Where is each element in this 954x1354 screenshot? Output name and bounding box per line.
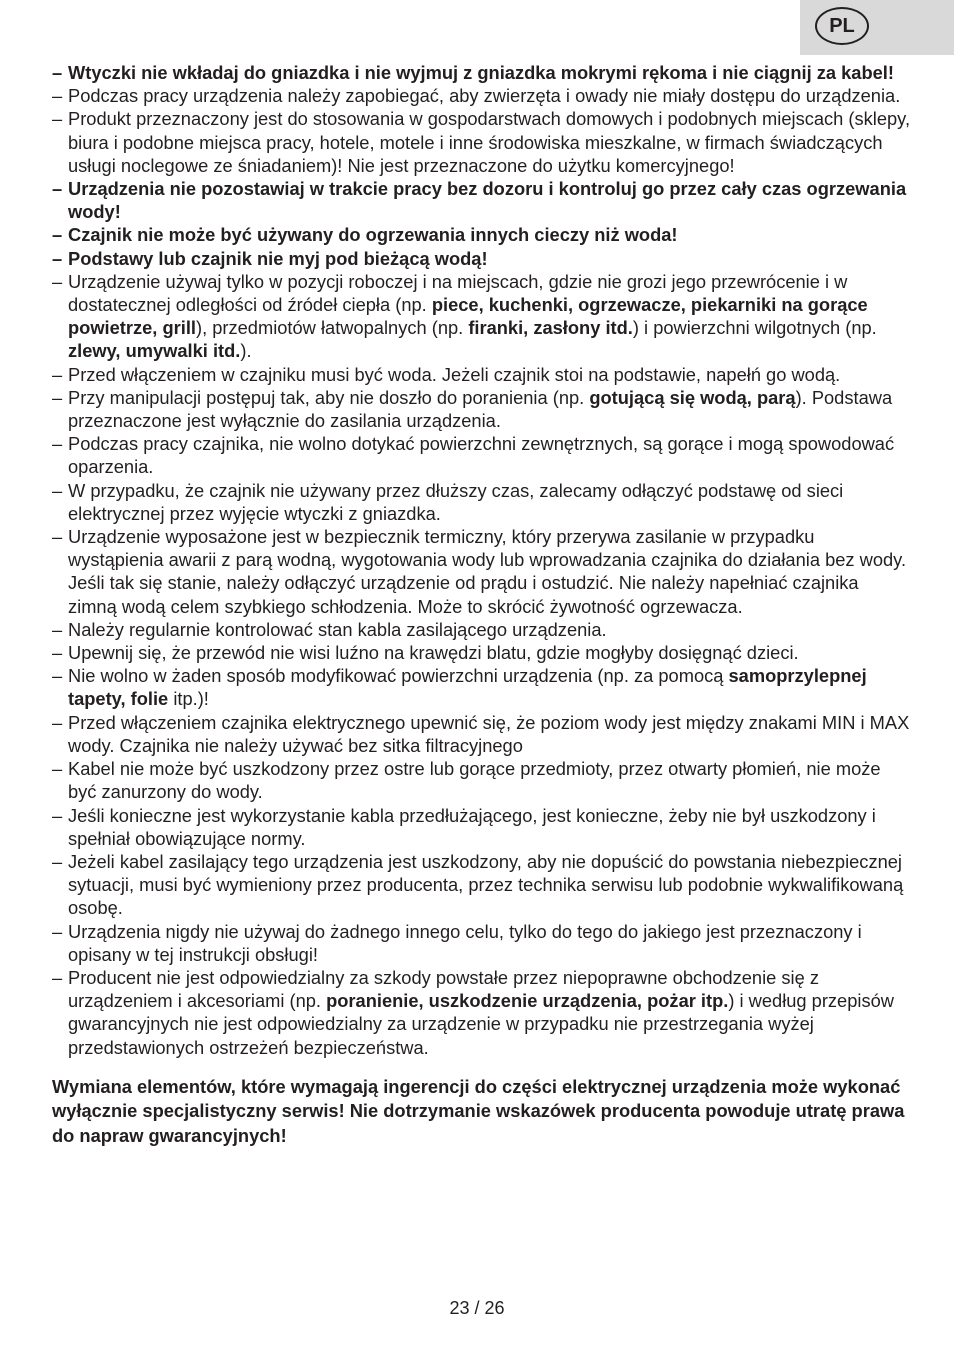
bullet-dash: – bbox=[52, 62, 63, 83]
plain-text: Należy regularnie kontrolować stan kabla zasilającego urządzenia. bbox=[68, 618, 607, 640]
plain-text: Przy manipulacji postępuj tak, aby nie doszło do poranienia (np. bbox=[68, 386, 590, 408]
bullet-dash: – bbox=[52, 247, 63, 269]
bullet-dash: – bbox=[52, 526, 63, 548]
plain-text: Urządzenie używaj tylko w pozycji roboczej i na miejscach, gdzie nie grozi jego przewrócenie i w dostatecznej odległości od źródeł ciepła (np. bbox=[68, 270, 848, 316]
instruction-item bbox=[52, 618, 912, 641]
plain-text: Nie wolno w żaden sposób modyfikować powierzchni urządzenia (np. za pomocą bbox=[68, 665, 729, 687]
page-number: 23 / 26 bbox=[449, 1298, 505, 1318]
plain-text: Przed włączeniem czajnika elektrycznego upewnić się, że poziom wody jest między znakami MIN i MAX wody. Czajnika nie należy używać bez sitka filtracyjnego bbox=[68, 711, 910, 756]
plain-text: Podczas pracy czajnika, nie wolno dotykać powierzchni zewnętrznych, są gorące i mogą spowodować oparzenia. bbox=[68, 433, 895, 478]
bullet-dash: – bbox=[52, 711, 63, 733]
plain-text: Upewnij się, że przewód nie wisi luźno na krawędzi blatu, gdzie mogłyby dosięgnąć dzieci. bbox=[68, 642, 799, 664]
instruction-text bbox=[68, 711, 912, 757]
instruction-item bbox=[52, 61, 912, 84]
instruction-item bbox=[52, 223, 912, 246]
plain-text: Jeśli konieczne jest wykorzystanie kabla przedłużającego, jest konieczne, żeby nie był uszkodzony i spełniał obowiązujące normy. bbox=[68, 804, 876, 849]
bold-text: Wtyczki nie wkładaj do gniazdka i nie wyjmuj z gniazdka mokrymi rękoma i nie ciągnij za kabel! bbox=[68, 62, 894, 83]
plain-text: itp.)! bbox=[168, 688, 209, 710]
instruction-item bbox=[52, 386, 912, 432]
bold-text: Podstawy lub czajnik nie myj pod bieżącą wodą! bbox=[68, 247, 488, 269]
instruction-text bbox=[68, 177, 912, 223]
instruction-item bbox=[52, 664, 912, 710]
bullet-dash: – bbox=[52, 178, 63, 200]
instruction-text bbox=[68, 61, 912, 84]
instruction-text bbox=[68, 247, 912, 270]
plain-text: Producent nie jest odpowiedzialny za szkody powstałe przez niepoprawne obchodzenie się z urządzeniem i akcesoriami (np. bbox=[68, 966, 819, 1012]
instruction-text bbox=[68, 432, 912, 478]
instruction-item bbox=[52, 920, 912, 966]
plain-text: Produkt przeznaczony jest do stosowania w gospodarstwach domowych i podobnych miejscach (sklepy, biura i podobne miejsca pracy, hotele, motele i inne środowiska mieszkalne, w firmach świadczących usługi noclegowe ze śniadaniem)! Nie jest przeznaczone do użytku komercyjnego! bbox=[68, 108, 911, 176]
bullet-dash: – bbox=[52, 804, 63, 826]
instruction-text bbox=[68, 223, 912, 246]
instruction-text bbox=[68, 363, 912, 386]
instruction-text bbox=[68, 107, 912, 177]
plain-text: ) i powierzchni wilgotnych (np. bbox=[632, 317, 877, 339]
bold-text: samoprzylepnej tapety, folie bbox=[68, 665, 867, 710]
language-badge: PL bbox=[815, 7, 869, 45]
bold-text: Urządzenia nie pozostawiaj w trakcie pracy bez dozoru i kontroluj go przez cały czas ogrzewania wody! bbox=[68, 178, 907, 223]
bullet-dash: – bbox=[52, 479, 63, 501]
bullet-dash: – bbox=[52, 224, 63, 246]
instruction-text bbox=[68, 641, 912, 664]
bullet-dash: – bbox=[52, 665, 63, 687]
instruction-text bbox=[68, 757, 912, 803]
plain-text: ) i według przepisów gwarancyjnych nie jest odpowiedzialny za urządzenie w przypadku nie przestrzegania wyżej przedstawionych ostrzeżeń bezpieczeństwa. bbox=[68, 990, 894, 1058]
bullet-dash: – bbox=[52, 966, 63, 988]
instruction-item bbox=[52, 804, 912, 850]
bold-text: firanki, zasłony itd. bbox=[468, 317, 633, 339]
bold-text: piece, kuchenki, ogrzewacze, piekarniki na gorące powietrze, grill bbox=[68, 294, 868, 339]
plain-text: W przypadku, że czajnik nie używany przez dłuższy czas, zalecamy odłączyć podstawę od sieci elektrycznej przez wyjęcie wtyczki z gniazdka. bbox=[68, 479, 844, 524]
instruction-list bbox=[52, 61, 912, 1059]
bullet-dash: – bbox=[52, 850, 63, 872]
bullet-dash: – bbox=[52, 758, 63, 780]
plain-text: ), przedmiotów łatwopalnych (np. bbox=[196, 317, 469, 339]
bullet-dash: – bbox=[52, 386, 63, 408]
instruction-item bbox=[52, 479, 912, 525]
bullet-dash: – bbox=[52, 363, 63, 385]
plain-text: ). Podstawa przeznaczone jest wyłącznie do zasilania urządzenia. bbox=[68, 386, 893, 432]
instruction-item bbox=[52, 641, 912, 664]
bullet-dash: – bbox=[52, 920, 63, 942]
instruction-item bbox=[52, 84, 912, 107]
plain-text: Kabel nie może być uszkodzony przez ostre lub gorące przedmioty, przez otwarty płomień, nie może być zanurzony do wody. bbox=[68, 758, 881, 803]
instruction-item bbox=[52, 247, 912, 270]
instruction-item bbox=[52, 525, 912, 618]
plain-text: Urządzenie wyposażone jest w bezpiecznik termiczny, który przerywa zasilanie w przypadku wystąpienia awarii z parą wodną, wygotowania wody lub wprowadzania czajnika do działania bez wody. Jeśli tak się stanie, należy odłączyć urządzenie od prądu i ostudzić. Nie należy napełniać czajnika zimną wodą celem szybkiego schłodzenia. Może to skrócić żywotność ogrzewacza. bbox=[68, 526, 907, 617]
instruction-text bbox=[68, 84, 912, 107]
plain-text: Przed włączeniem w czajniku musi być woda. Jeżeli czajnik stoi na podstawie, napełń go wodą. bbox=[68, 363, 841, 385]
closing-note: Wymiana elementów, które wymagają ingerencji do części elektrycznej urządzenia może wykonać wyłącznie specjalistyczny serwis! Nie dotrzymanie wskazówek producenta powoduje utratę prawa do napraw gwarancyjnych! bbox=[52, 1075, 905, 1146]
instruction-text bbox=[68, 386, 912, 432]
bold-text: zlewy, umywalki itd. bbox=[68, 340, 241, 362]
instruction-text bbox=[68, 664, 912, 710]
bullet-dash: – bbox=[52, 433, 63, 455]
plain-text: Jeżeli kabel zasilający tego urządzenia jest uszkodzony, aby nie dopuścić do powstania niebezpiecznej sytuacji, musi być wymieniony przez producenta, przez technika serwisu lub podobnie wykwalifikowaną osobę. bbox=[68, 850, 904, 919]
bullet-dash: – bbox=[52, 108, 63, 130]
instruction-text bbox=[68, 966, 912, 1059]
instruction-text bbox=[68, 618, 912, 641]
bullet-dash: – bbox=[52, 618, 63, 640]
instruction-text bbox=[68, 804, 912, 850]
bullet-dash: – bbox=[52, 270, 63, 292]
instruction-text bbox=[68, 525, 912, 618]
bold-text: poranienie, uszkodzenie urządzenia, pożar itp. bbox=[326, 990, 729, 1012]
instruction-item bbox=[52, 757, 912, 803]
instruction-item bbox=[52, 711, 912, 757]
instruction-item bbox=[52, 270, 912, 363]
instruction-item bbox=[52, 177, 912, 223]
bold-text: gotującą się wodą, parą bbox=[589, 386, 796, 408]
instruction-text bbox=[68, 850, 912, 920]
instruction-item bbox=[52, 107, 912, 177]
bold-text: Czajnik nie może być używany do ogrzewania innych cieczy niż woda! bbox=[68, 224, 678, 246]
plain-text: Urządzenia nigdy nie używaj do żadnego innego celu, tylko do tego do jakiego jest przeznaczony i opisany w tej instrukcji obsługi! bbox=[68, 920, 862, 965]
instruction-item bbox=[52, 432, 912, 478]
instruction-item bbox=[52, 850, 912, 920]
bullet-dash: – bbox=[52, 642, 63, 664]
instruction-text bbox=[68, 270, 912, 363]
bullet-dash: – bbox=[52, 85, 63, 107]
language-tab bbox=[800, 0, 954, 55]
instruction-text bbox=[68, 920, 912, 966]
instruction-item bbox=[52, 363, 912, 386]
instruction-text bbox=[68, 479, 912, 525]
safety-instructions bbox=[52, 61, 912, 1148]
instruction-item bbox=[52, 966, 912, 1059]
plain-text: ). bbox=[240, 340, 252, 362]
plain-text: Podczas pracy urządzenia należy zapobiegać, aby zwierzęta i owady nie miały dostępu do urządzenia. bbox=[68, 85, 901, 107]
